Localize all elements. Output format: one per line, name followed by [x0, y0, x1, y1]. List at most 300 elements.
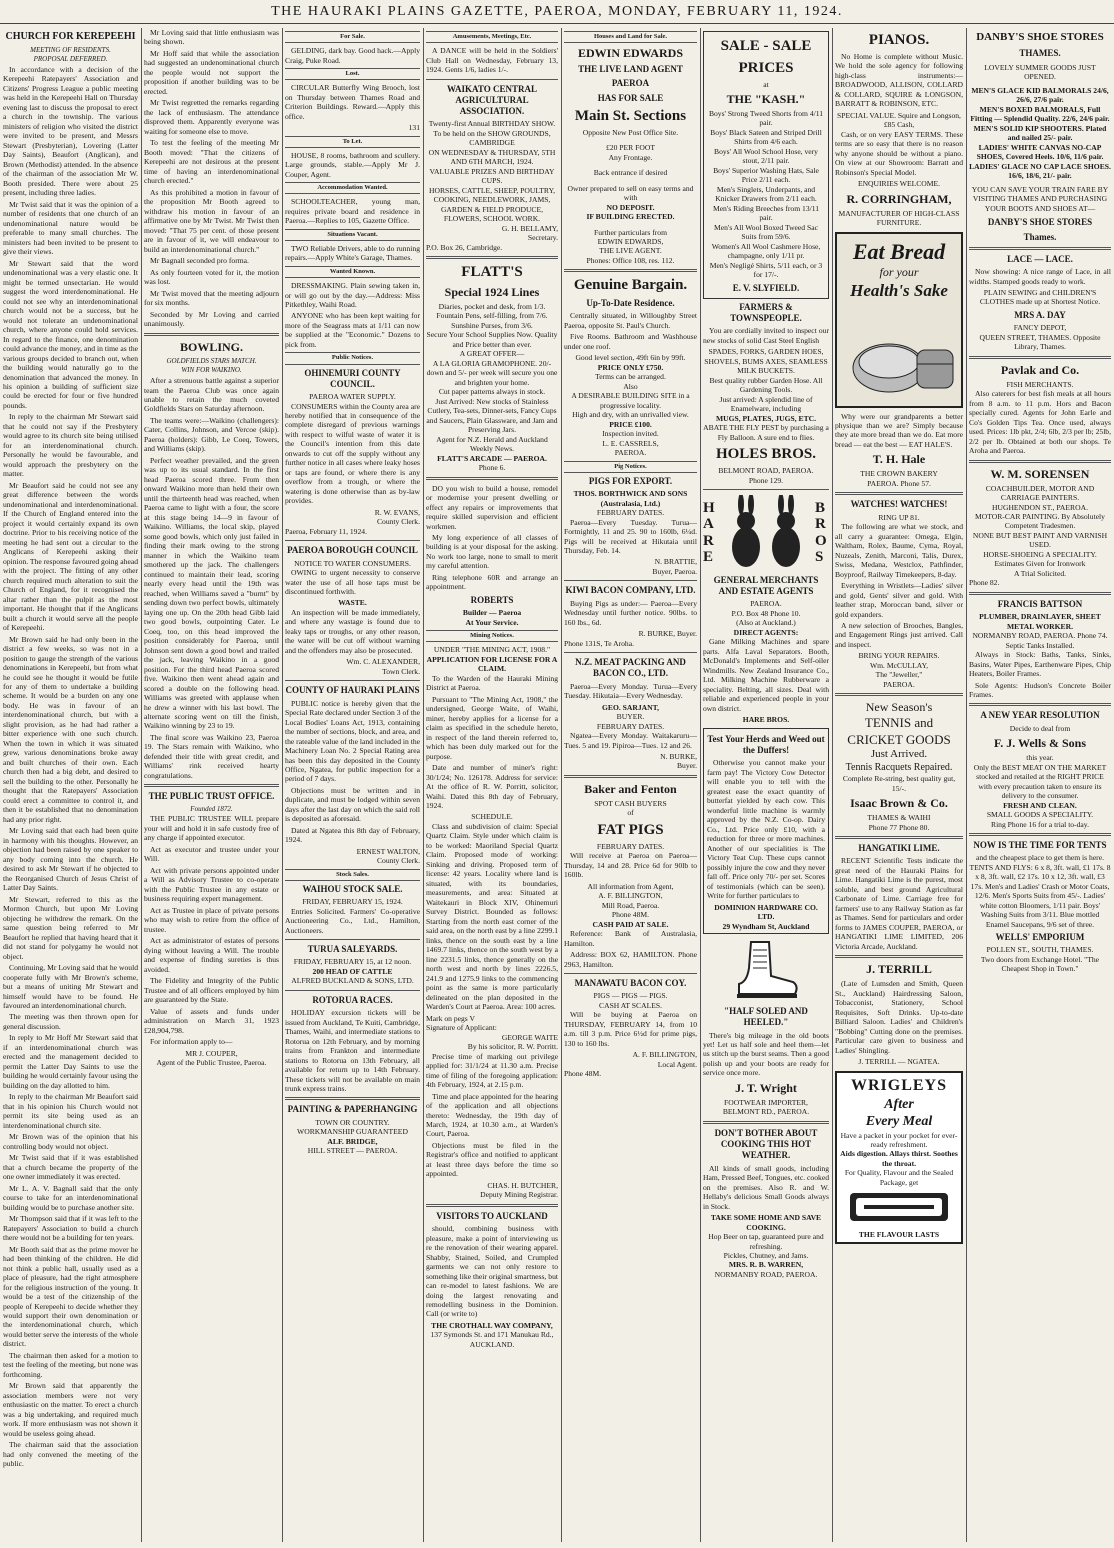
ad-subtitle: PIGS — PIGS — PIGS. [593, 991, 668, 1001]
paragraph: LADIES' WHITE CANVAS NO-CAP SHOES, Covered Heels. 10/6, 11/6 pair. [976, 142, 1104, 162]
ad-body: Otherwise you cannot make your farm pay! The Victory Cow Detector will enable you to tell with the greatest ease the exact quantity of butterfat yielded by each cow. This wonderful little machine is warmly approved by the N.Z. Co-op. Dairy Co., Ltd. Price only £10, with a reduction for three or more machines. Another of our specialities is The Victory Teat Cup. These cups cannot possibly injure the cow and they never fall off. Price only 70/- per set. Scores of testimonials (which can be seen). Write for further particulars to [707, 758, 825, 901]
ad-title: THE PUBLIC TRUST OFFICE. [148, 791, 275, 802]
ad-body: MOTOR-CAR PAINTING. By Absolutely Competent Tradesmen. [975, 511, 1105, 531]
paragraph: Mr Brown said that apparently the association members were not very enthusiastic on the matter. To erect a church was a big undertaking, and required much work. If more enthusiasm was not shown it would be useless going ahead. [3, 1381, 138, 1438]
article-subtitle: MEETING OF RESIDENTS. [30, 45, 111, 54]
ad-signature: DANBY'S SHOE STORES [987, 217, 1093, 228]
paragraph: The final score was Waikino 23, Paeroa 19. The Stars remain with Waikino, who defended their title with great credit, and Williams' rink received hearty congratulations. [144, 732, 279, 780]
ad-address: 29 Wyndham St, Auckland [722, 921, 810, 931]
ad-signature: A. F. BILLINGTON, [598, 891, 663, 901]
ad-body: Address: BOX 62, HAMILTON. Phone 2963, Hamilton. [564, 950, 697, 969]
section-header: Stock Sales. [285, 869, 420, 881]
ad-signature: A. F. BILLINGTON, [632, 1050, 697, 1060]
notice-signature: Wm. C. ALEXANDER, [346, 657, 420, 667]
ad-body: Owner prepared to sell on easy terms and with [567, 183, 694, 203]
ad-title: WAIKATO CENTRAL AGRICULTURAL ASSOCIATION. [447, 83, 537, 117]
classified: HOUSE, 8 rooms, bathroom and scullery. Large grounds, stable.—Apply Mr J. Couper, Agent. [285, 150, 420, 179]
ad-subtitle: FEBRUARY DATES. [596, 508, 665, 518]
ad-body: Entries Solicited. Farmers' Co-operative Auctioneering Co., Ltd., Hamilton, Auctioneers. [285, 906, 420, 935]
ad-subtitle: SPOT CASH BUYERS [594, 798, 667, 808]
ad-body: IF BUILDING ERECTED. [586, 212, 675, 222]
classified: DRESSMAKING. Plain sewing taken in, or will go out by the day.—Address: Miss Pitkethley, Waihi Road. [285, 281, 420, 309]
ad-body: Also caterers for best fish meals at all hours from 8 a.m. to 11 p.m. Hors and Bacon specially cured. Agents for John Earle and Co's Golden Tips Tea. Once used, always used. Prices: 1lb pkt, 2/4; 6lb, 2/3 per lb; 25lb, 2/2 per lb. Obtained at both our shops. Te Aroha and Paeroa. [969, 389, 1111, 456]
ad-body: Back entrance if desired [593, 168, 668, 178]
paragraph: Cut paper patterns always in stock. [438, 387, 546, 397]
ad-subtitle: Every Meal [865, 1114, 933, 1130]
ad-title: CRICKET GOODS [847, 731, 951, 747]
ad-body [426, 302, 558, 454]
classified: ANYONE who has been kept waiting for more of the Seagrass mats at 1/11 can now be supplied at the "Economic." Dozens to pick from. [285, 311, 420, 349]
notice-title: APPLICATION FOR LICENSE FOR A CLAIM. [426, 654, 558, 674]
divider [969, 460, 1111, 463]
ad-signature: R. BURKE, Buyer. [638, 629, 697, 639]
wrigleys-ad [835, 1071, 963, 1245]
notice-signature: County Clerk. [376, 856, 420, 866]
article-body [144, 376, 279, 780]
ad-phone: Phone 48M. [564, 1069, 602, 1079]
ad-title: TURUA SALEYARDS. [307, 944, 398, 955]
ad-signature: MR J. COUPER, [185, 1048, 238, 1058]
ad-body: Also [623, 381, 638, 391]
ad-body: Aids digestion. Allays thirst. Soothes the throat. [840, 1149, 958, 1168]
paragraph: As this prohibited a motion in favour of the proposition Mr Booth agreed to withdraw his motion in favour of an affirmative one by Mr Twist. Mr Twist then moved: "That 75 per cent. of those present are in favour of it, we will endeavour to build an interdenominational church." [144, 187, 279, 254]
paragraph: In reply to the chairman Mr Beaufort said that in his opinion his Church would not permit its site being used as an interdenominational church site. [3, 1092, 138, 1130]
paragraph: Value of assets and funds under administration on March 31, 1923 £28,904,798. [144, 1006, 279, 1035]
ad-body: Will receive at Paeroa on Paeroa—Thursday, 14 and 28. Price 6d for 90lb to 160lb. [564, 851, 697, 880]
notice-body: Objections must be filed in the Registrar's office and notified to applicant at least three days before the time so appointed. [426, 1140, 558, 1179]
ad-title: DON'T BOTHER ABOUT COOKING THIS HOT WEATHER. [714, 1127, 818, 1161]
paragraph: Diaries, pocket and desk, from 1/3. [438, 301, 546, 311]
paragraph: Boys' Superior Washing Hats, Sale Price 2/11 each. [713, 165, 819, 185]
ad-title: HANGATIKI LIME. [858, 843, 940, 854]
ad-subtitle: Builder — Paeroa [462, 608, 522, 618]
ad-subtitle: CASH AT SCALES. [599, 1000, 662, 1010]
ad-body: PRICE £100. [609, 419, 652, 429]
paragraph: The chairman then asked for a motion to test the feeling of the meeting, but none was forthcoming. [3, 1350, 138, 1379]
ad-subtitle: for your [879, 265, 919, 279]
ad-phone: Phone 48M. [611, 910, 650, 920]
divider [969, 833, 1111, 836]
ad-signature: T. H. Hale [872, 452, 926, 467]
ad-body: MUGS, PLATES, JUGS, ETC. [715, 413, 817, 423]
ad-body: HORSE-SHOEING A SPECIALITY. [983, 549, 1097, 559]
notice-body: Signature of Applicant: [426, 1023, 497, 1033]
ad-body: SPADES, FORKS, GARDEN HOES, SHOVELS, BUMS AXES, SEAMLESS MILK BUCKETS. [704, 347, 828, 376]
notice-body: Class and subdivision of claim: Special Quartz Claim. Style under which claim is to be worked: Maoriland Special Quartz Claim. Proposed mode of working: Sinking and driving. Proposed term of license: 42 years. Locality where land is situated, with its boundaries, measurements, and area: Situated at Waitekauri in Block XIV, Ohinemuri Survey District. Bounded as follows: Starting from the north east corner of the said area, on the north east by a line 2299.1 links, thence on the south east by a line 1469.7 links, thence on the south west by a line 2231.5 links, thence generally on the north west and north by lines 2226.5, 241.9 and 1275.9 links to the commencing point as the same is more particularly delineated on the plan deposited in the Warden's Court at Paeroa. Area: 100 acres. [426, 821, 558, 1012]
ad-body: and the cheapest place to get them is here. TENTS AND FLYS: 6 x 8, 3ft. wall, £1 17s. 8 x 8, 3ft. wall, £2 17s. 10 x 12, 3ft. wall, £3 17s. Men's and Ladies' Crash or Motor Coats, 12/6. Men's Sports Suits from 45/-. Ladies' white cotton Bloomers, 1/11 pair. Boys' Washing Suits from 3/11. Blue mottled Enamel Saucepans, 9/6 set of three. [969, 853, 1111, 929]
ad-phone: Phone 131S, Te Aroha. [564, 638, 634, 648]
ad-date: FRIDAY, FEBRUARY 15, 1924. [302, 897, 403, 907]
ad-signature: L. E. CASSRELS, [602, 438, 659, 448]
ad-subtitle: At Your Service. [465, 617, 519, 627]
section-header: Amusements, Meetings, Etc. [426, 31, 558, 43]
paragraph: Agent for N.Z. Herald and Auckland Weekly News. [436, 434, 548, 454]
paragraph: MEN'S GLACE KID BALMORALS 24/6, 26/6, 27/6 pair. [971, 85, 1109, 105]
divider [426, 256, 558, 259]
ad-body [969, 86, 1111, 181]
ad-signature: DOMINION HARDWARE CO. LTD. [714, 902, 818, 922]
ad-body: (Late of Lumsden and Smith, Queen St., Auckland) Hairdressing Saloon, Tobacconist, Stationery, School Requisites, Soft Drinks. Up-to-date Billiard Saloon. Ladies' and Children's "Bobbing" Cutting done on the premises. Particular care given to business and Ladies' Shingling. [835, 979, 963, 1055]
divider [144, 333, 279, 336]
ad-title: MANAWATU BACON COY. [574, 977, 687, 988]
ad-signature: GEO. SARJANT, [601, 702, 660, 712]
paragraph: THE PUBLIC TRUSTEE WILL prepare your will and hold it in safe custody free of any charge if appointed executor. [144, 814, 279, 843]
ad-signature: FLATT'S ARCADE — PAEROA. [437, 453, 547, 463]
ad-body: Reference: Bank of Australasia, Hamilton. [564, 929, 697, 948]
ad-address: BELMONT RD., PAEROA. [722, 1107, 810, 1117]
paragraph: Men's Negligé Shirts, 5/11 each, or 3 for 17/-. [709, 260, 823, 280]
paragraph: Sunshine Purses, from 3/6. [451, 320, 533, 330]
ad-body: A DESIRABLE BUILDING SITE in a progressive locality. [571, 391, 690, 410]
divider [564, 652, 697, 653]
ad-body: My long experience of all classes of building is at your disposal for the asking. No work too large, none to small to merit my careful attention. [426, 533, 558, 571]
ad-body: Paeroa—Every Monday. Turua—Every Tuesday. Hikutaia—Every Wednesday. [564, 681, 697, 701]
ad-body: Centrally situated, in Willoughby Street Paeroa, opposite St. Paul's Church. [564, 311, 697, 330]
ad-address: THAMES & WAIHI [867, 813, 931, 823]
ad-body: Pickles, Chutney, and Jams. [723, 1251, 809, 1260]
sale-ad [703, 31, 829, 299]
ad-body: ON WEDNESDAY & THURSDAY, 5TH AND 6TH MARCH, 1924. [428, 147, 556, 167]
ad-subtitle: Up-To-Date Residence. [586, 298, 675, 309]
section-header: Pig Notices. [564, 461, 697, 473]
ad-body: Any Frontage. [608, 152, 653, 162]
ad-signature: THE LIVE AGENT. [599, 246, 662, 256]
ad-body [707, 109, 825, 280]
divider [426, 1204, 558, 1207]
notice-subtitle: SCHEDULE. [471, 812, 513, 822]
divider [969, 703, 1111, 706]
paragraph: The Fidelity and Integrity of the Public Trustee and of all officers employed by him are guaranteed by the State. [144, 976, 279, 1005]
ad-signature: HOLES BROS. [715, 446, 817, 463]
paragraph: Mr Twist regretted the remarks regarding the lack of enthusiasm. The attendance disproved them. Apparently everyone was waiting for someone else to move. [144, 98, 279, 136]
ad-signature: PAEROA. [614, 448, 647, 458]
ad-body: PRICE ONLY £750. [597, 362, 664, 372]
divider [285, 540, 420, 541]
ad-title: SALE - SALE [720, 38, 812, 54]
paragraph: Secure Your School Supplies Now. Quality and Price better than ever. [426, 330, 558, 349]
notice-body: OWING to urgent necessity to conserve water the use of all hose taps must be discontinued forthwith. [285, 568, 420, 596]
ad-subtitle: THE "KASH." [726, 91, 806, 106]
ad-subtitle: Just Arrived. [870, 747, 928, 760]
notice-date: Paeroa, February 11, 1924. [285, 526, 367, 536]
column-classifieds [282, 28, 423, 1542]
ad-subtitle: MANUFACTURER OF HIGH-CLASS FURNITURE. [838, 208, 960, 228]
ad-address: HILL STREET — PAEROA. [307, 1146, 398, 1156]
bros-word: BROS [815, 499, 827, 566]
ad-title: W. M. SORENSEN [990, 466, 1090, 481]
ad-body: CASH PAID AT SALE. [592, 919, 669, 929]
paragraph: Mr Brown said he had only been in the district a few weeks, so was not in a position to gauge the strength of the various denominations in Kerepeehi, but from what he could see he thought it would be futile for any of them to undertake a building scheme. It would be a burden on any one body. He was in favour of an interdenominational church, but with a slight provision, as he had had rather a bitter experience with one such church. When the town in which it was situated grew, various denominations broke away and built churches of their own. Each church then had a big debt, and desired to sell the building to the other. Personally he thought that the Ratepayers' Association could erect a committee to control it, and then it be established that no denomination had any prior right. [3, 634, 138, 824]
paragraph: In accordance with a decision of the Kerepeehi Ratepayers' Association and Citizens' Progress League a public meeting was held in the Kerepeehi Hall on Thursday evening last to discuss the proposal to erect a church in the township. The various ministers of religion who visited the district were invited to be present, and Messrs Stewart (Presbyterian), Lovering (Latter Day Saints), Beaufort (Anglican), and Brown (Methodist) attended. In the absence of the chairman of the association Mr W. Booth presided. There were about 25 present, including three ladies. [3, 65, 138, 198]
ad-signature: PAEROA. [883, 679, 915, 689]
ad-signature: HARE BROS. [742, 715, 790, 725]
ad-signature: WELLS' EMPORIUM [995, 932, 1085, 943]
paragraph: Just Arrived: New stocks of Stainless Cutlery, Tea-sets, Dinner-sets, Fancy Cups and Saucers, Plain Glassware, and Jam and Preserving Jars. [426, 396, 558, 435]
ad-signature: EDWIN EDWARDS, [597, 236, 664, 246]
ad-address: POLLEN ST., SOUTH, THAMES. [986, 945, 1094, 955]
ad-title: VISITORS TO AUCKLAND [436, 1210, 548, 1221]
ad-subtitle: of [627, 808, 634, 818]
ad-signature: G. H. BELLAMY, [501, 223, 558, 233]
ad-body: DIRECT AGENTS: [733, 627, 799, 637]
wrigleys-logo: WRIGLEYS [850, 1076, 948, 1094]
paragraph: To test the feeling of the meeting Mr Booth moved: "That the citizens of Kerepeehi are not desirous at the present time of having an interdenominational church erected." [144, 138, 279, 186]
ad-body: WORKMANSHIP GUARANTEED [297, 1127, 408, 1137]
article-subtitle: GOLDFIELDS STARS MATCH. [166, 356, 257, 365]
ad-title: FRANCIS BATTSON [997, 598, 1083, 609]
notice-title: PAEROA BOROUGH COUNCIL [287, 545, 418, 556]
ad-title: New Season's [865, 700, 933, 715]
paragraph: A LA GLORIA GRAMOPHONE. 20/- down and 5/- per week will secure you one and brighten your home. [426, 358, 558, 387]
ad-body: YOU CAN SAVE YOUR TRAIN FARE BY VISITING THAMES AND PURCHASING YOUR BOOTS AND SHOES AT— [971, 184, 1109, 213]
ad-signature: Buyer, Paeroa. [652, 566, 697, 576]
divider [426, 79, 558, 80]
divider [835, 693, 963, 696]
ad-title: Eat Bread [852, 238, 946, 264]
paragraph: Mr Twist said that it was the opinion of a number of residents that one church of an undenominational nature would be preferable to many small churches. The ministers had been invited to be present to give their views. [3, 199, 138, 257]
ad-subtitle: Special 1924 Lines [444, 284, 540, 299]
paragraph: Act as executor and trustee under your Will. [144, 844, 279, 864]
ad-body: Always in Stock: Baths, Tanks, Sinks, Basins, Water Pipes, Earthenware Pipes, Chip Heaters, Boiler Frames. [969, 650, 1111, 679]
classified: SCHOOLTEACHER, young man, requires private board and residence in Paeroa.—Replies to 105, Gazette Office. [285, 197, 420, 226]
ad-body: A new selection of Brooches, Bangles, and Engagement Rings just arrived. Call and inspect. [835, 620, 963, 649]
ad-headline: Main St. Sections [574, 107, 687, 124]
ad-title: FARMERS & TOWNSPEOPLE. [730, 301, 802, 324]
section-header: For Sale. [285, 31, 420, 43]
ad-body: Ring telephone 60R and arrange an appointment. [426, 572, 558, 592]
ad-signature: J. TERRILL — NGATEA. [858, 1057, 940, 1067]
bread-illustration [843, 312, 963, 402]
ad-subtitle: THOS. BORTHWICK AND SONS (Australasia, Ltd.) [573, 489, 688, 508]
hare-bros-logo [703, 494, 829, 572]
ad-body: (Also at Auckland.) [736, 618, 796, 628]
notice-body: CONSUMERS within the County area are hereby notified that in consequence of the complete disregard of previous warnings with respect to wilful waste of water it is the Council's intention from this date onwards to cut off the supply without any further notice in all cases where leaky hoses or taps are found, or where there is any overflow from a trough, or where the watering is done otherwise than as by-law provides. [285, 401, 420, 506]
paragraph: Mr Stewart said that the word undenominational was a very elastic one. It might be termed unsectarian. He would suggest the word interdenominational. He could not see why an interdenominational church would not be a success, but he would not tolerate an undenominational church, where anyone could hold services. In regard to the finance, one denomination could advance the money, and in time as the various groups decided to branch out, when the building would naturally go to the denomination that advanced the money. In his opinion a building of sufficient size could be erected for four or five hundred pounds. [3, 258, 138, 410]
ad-title: A NEW YEAR RESOLUTION [980, 710, 1100, 721]
paragraph: The teams were:—Waikino (challengers): Cater, Collins, Johnson, and Vercoe (skip). Paeroa (holders): Gibb, Le Coeq, Towers, and Williams (skip). [144, 415, 279, 454]
ad-body [144, 814, 279, 1046]
ad-subtitle: Twenty-first Annual BIRTHDAY SHOW. [428, 119, 556, 129]
ad-subtitle: RING UP 81. [878, 512, 920, 522]
paragraph: Mr Beaufort said he could not see any great difference between the words undenominational and interdenominational. If the Church of England entered into the project it would certainly expand its own doctrine. Prior to his receiving notice of the meeting he had sent out a circular to the Anglicans of Kerepeehi asking their opinion. The response favoured going ahead with the project. The fitting of any other church required much alteration to suit the Church of England, for it recognised the altar rather than the pulpit as the most important. He thought that if the Anglicans built a church it would serve all the people of Kerepeehi. [3, 480, 138, 633]
ad-body: SPECIAL VALUE. Squire and Longson, £85 Cash, [837, 110, 961, 130]
ad-address: QUEEN STREET, THAMES. Opposite Library, Thames. [979, 332, 1101, 352]
ad-body: Gane Milking Machines and spare parts. Alfa Laval Separators. Booth, McDonald's Implements and Self-oiler Windmills. New Zealand Insurance Co., Ltd. Milking Machine Rubberware a speciality. Belting, all sizes. Deal with reliable and experienced people in your own district. [703, 637, 829, 713]
ad-title: Baker and Fenton [584, 781, 677, 796]
divider [285, 939, 420, 940]
ad-body: FRESH AND CLEAN. [1003, 800, 1077, 810]
ad-body: High and dry, with an unrivalled view. [572, 410, 689, 420]
divider [835, 955, 963, 958]
ad-body: should, combining business with pleasure, make a point of interviewing us re the renovation of their wearing apparel. Shabby, Stained, Soiled, and Crumpled garments we can not only restore to something like their original smartness, but can re-model to latest fashions. We are doing the largest renovating and remodelling business in the Dominion. Call (or write to) [426, 1224, 558, 1319]
divider [969, 356, 1111, 359]
paragraph: Mr Twist moved that the meeting adjourn for six months. [144, 288, 279, 308]
paragraph: Act as administrator of estates of persons dying without leaving a Will. The trouble and expense of finding sureties is thus avoided. [144, 936, 279, 974]
ad-body: Everything in Wristlets—Ladies' silver and gold, Gents' silver and gold. With leather strap, Moroccan band, silver or gold expanders. [835, 581, 963, 619]
ad-title: WAIHOU STOCK SALE. [302, 883, 403, 894]
paragraph: Women's All Wool Cashmere Hose, champagne, only 1/11 pr. [711, 241, 821, 261]
ad-body: VALUABLE PRIZES AND BIRTHDAY CUPS. [429, 166, 555, 186]
ad-title: TENNIS and [864, 715, 934, 731]
ad-body: Complete Re-string, best quality gut, 15/-. [842, 774, 956, 793]
divider [285, 990, 420, 991]
ad-phone: Phone 6. [478, 463, 506, 473]
column-church [0, 28, 141, 1542]
ad-body: LOVELY SUMMER GOODS JUST OPENED. [984, 63, 1096, 82]
ad-subtitle: FOOTWEAR IMPORTER, [724, 1097, 808, 1107]
section-header: Houses and Land for Sale. [564, 31, 697, 43]
paragraph: Boys' Black Sateen and Striped Drill Shirts from 4/6 each. [710, 127, 822, 147]
divider [426, 477, 558, 480]
ad-body: Only the BEST MEAT ON THE MARKET stocked and retailed at the RIGHT PRICE with every precaution taken to ensure its delivery to the consumer. [973, 762, 1107, 801]
ad-address: Mill Road, Paeroa. [601, 900, 660, 910]
notice-signature: Town Clerk. [382, 666, 420, 676]
ad-signature: Agent of the Public Trustee, Paeroa. [156, 1058, 267, 1067]
eat-bread-ad [835, 232, 963, 408]
paragraph: Men's Singlets, Underpants, and Knicker Drawers from 2/11 each. [715, 184, 817, 204]
ad-signature: The "Jeweller," [875, 670, 923, 680]
ad-body: Hop Beer on tap, guaranteed pure and refreshing. [708, 1232, 824, 1251]
ad-address: NORMANBY ROAD, PAEROA. [714, 1269, 818, 1279]
notice-body: Time and place appointed for the hearing of the application and all objections thereto: Wednesday, the 19th day of March, 1924, at 10.30 a.m., at Warden's Court, Paeroa. [426, 1091, 558, 1139]
ad-body: Ngatea—Every Monday. Waitakaruru—Tues. 5 and 19. Pipiroa—Tues. 12 and 26. [564, 731, 697, 750]
paragraph: MEN'S SOLID KIP SHOOTERS. Plated and nailed 25/- pair. [973, 123, 1107, 143]
ad-title: N.Z. MEAT PACKING AND BACON CO., LTD. [575, 657, 686, 679]
ad-body: Best quality rubber Garden Hose. All Gardening Tools. [709, 375, 823, 395]
divider [285, 680, 420, 681]
ad-subtitle: THE CROWN BAKERY [860, 469, 938, 479]
ad-address: 137 Symonds St. and 171 Manukau Rd., AUCKLAND. [430, 1330, 554, 1349]
ad-body: For Quality, Flavour and the Sealed Package, get [844, 1168, 954, 1187]
ad-body: Good level section, 49ft 6in by 99ft. [575, 353, 686, 363]
ad-body: ABATE THE FLY PEST by purchasing a Fly Balloon. A sure end to flies. [703, 423, 829, 442]
ad-body: DO you wish to build a house, remodel or modernise your present dwelling or effect any repairs or improvements that require skilled supervision and efficient workmen. [426, 483, 558, 531]
column-danby [966, 28, 1114, 1542]
ad-title: NOW IS THE TIME FOR TENTS [973, 840, 1107, 851]
paragraph: Fountain Pens, self-filling, from 7/6. [436, 311, 548, 321]
ad-subtitle: PAEROA. [750, 599, 782, 609]
ad-body: No Home is complete without Music. We hold the sole agency for following high-class instruments:— BROADWOOD, ALLISON, COLLARD & COLLARD, SQUIRE & LONGSON, BARRATT & ROBINSON, ETC. [835, 51, 963, 109]
notice-title: OHINEMURI COUNTY COUNCIL. [304, 367, 401, 389]
ad-subtitle: PLUMBER, DRAINLAYER, SHEET METAL WORKER. [979, 612, 1101, 631]
ad-body: BRING YOUR REPAIRS. [858, 651, 940, 661]
ad-title: FLATT'S [461, 264, 523, 281]
section-header: To Let. [285, 136, 420, 148]
notice-signature: CHAS. H. BUTCHER, [487, 1180, 558, 1190]
ad-body: SMALL GOODS A SPECIALITY. [986, 810, 1094, 820]
ad-signature: E. V. SLYFIELD. [732, 282, 800, 293]
section-header: Lost. [285, 68, 420, 80]
ad-body: Will be buying at Paeroa on THURSDAY, FEBRUARY 14, from 10 a.m. till 3 p.m. Price 6½d for prime pigs, 130 to 160 lbs. [564, 1010, 697, 1048]
ad-address: HUGHENDON ST., PAEROA. [992, 502, 1088, 512]
ad-body: Ring Phone 16 for a trial to-day. [991, 819, 1089, 829]
paragraph: The chairman said that the association had only convened the meeting of the public. [3, 1440, 138, 1469]
notice-body: Mark on pegs V [426, 1013, 476, 1023]
paragraph: Mr Loving said that each had been quite in harmony with his thoughts. However, an objection had been raised by one speaker to any body coming into the church. He desired to ask Mr Stewart if he objected to the Reorganised Church of Jesus Christ of Latter Day Saints. [3, 826, 138, 893]
ad-subtitle: TOWN OR COUNTRY. [315, 1117, 390, 1127]
ad-phone: Phones: Office 108, res. 112. [586, 255, 675, 265]
ad-subtitle: HAS FOR SALE [597, 92, 664, 103]
paragraph: Mr L. A. V. Bagnall said that the only course to take for an interdenominational building would be to purchase another site. [3, 1183, 138, 1212]
ad-headline: FAT PIGS [597, 821, 664, 838]
ad-body: Just arrived: A splendid line of Enamelware, including [719, 394, 813, 414]
ad-body: 200 HEAD OF CATTLE [312, 966, 393, 976]
boot-illustration [703, 938, 829, 1002]
ad-body: A Trial Solicited. [1013, 568, 1067, 578]
notice-body: PUBLIC notice is hereby given that the Special Rate declared under Section 3 of the Local Bodies' Loans Act, 1913, containing the number of sections, block, and area, and the rateable value of the land included in the Machinery Loan No. 2 Special Rating area has been this day deposited in the County Office, Ngatea, for public inspection for a period of 7 days. [285, 698, 420, 784]
divider [835, 836, 963, 839]
ad-body: Tennis Racquets Repaired. [845, 761, 953, 773]
ad-body: Inspection invited. [602, 429, 659, 439]
ad-body: this year. [1026, 753, 1054, 763]
ad-body: Now showing: A nice range of Lace, in all widths. Stamped goods ready to work. [969, 267, 1111, 286]
section-header: Public Notices. [285, 352, 420, 364]
ad-phone: Phone 129. [748, 475, 784, 485]
ad-signature: Wm. McCULLAY, [869, 660, 928, 670]
ad-subtitle: PRICES [738, 59, 794, 76]
paragraph: Seconded by Mr Loving and carried unanimously. [144, 309, 279, 329]
cow-detector-ad [703, 728, 829, 934]
paragraph: Mr Hoff said that while the association had suggested an undenominational church the people would not support the proposition if another building was to be erected. [144, 48, 279, 96]
article-title: BOWLING. [179, 339, 243, 354]
ad-subtitle: Health's Sake [850, 281, 948, 300]
article-body [144, 28, 279, 329]
ad-phone: Phone 82. [969, 578, 1000, 588]
ad-signature: F. J. Wells & Sons [993, 736, 1087, 751]
paragraph: For information apply to— [150, 1037, 233, 1047]
divider [564, 775, 697, 778]
ad-title: WATCHES! WATCHES! [850, 499, 948, 510]
paragraph: Perfect weather prevailed, and the green was up to its usual standard. In the first head Paeroa scored three. From then onward Waikino more than held their own until the thirteenth head was reached, when Paeroa came to light with a four, the score at this stage being 14—9 in favour of Waikino. Williams, the local skip, played some good bowls, which only just failed in finding their mark owing to the strong manner in which the Waikino team smothered up the jack. The challengers continued to maintain their lead, scoring nearly every head until the 19th was reached, when Williams saved a "burnt" by sending down two perfect bowls, ultimately laying one up. On the 20th head Gibb laid two good bowls, outpointing Cater. Le Coeq, too, on this head improved the position considerably for Paeroa, until Johnson sent down a good bowl and trailed the jack, leaving Waikino in a good position. For the third head Paeroa scored five. Waikino then went ahead again and scored a double on the following head. Williams was greeted with applause when he drew a winner with his last bowl. The alternate scoring went on till the finish, Waikino winning by 23 to 19. [144, 455, 279, 731]
notice-signature: ERNEST WALTON, [356, 846, 420, 856]
ad-body: Septic Tanks Installed. [1005, 640, 1075, 650]
ad-body: Decide to deal from [1009, 723, 1071, 733]
masthead: THE HAURAKI PLAINS GAZETTE, PAEROA, MONDAY, FEBRUARY 11, 1924. [0, 0, 1114, 24]
divider [835, 492, 963, 495]
ad-body: RECENT Scientific Tests indicate the great need of the Hauraki Plains for Lime. Hangatiki Lime is the purest, most soluble, and best ground Agricultural Carbonate of Lime. Carriage free for farmers' use to any Railway Station as far as Thames. Send for particulars and order forms to JAMES COUPER, PAEROA, or HANGATIKI LIME LIMITED, 206 Victoria Arcade, Auckland. [835, 856, 963, 951]
notice-subtitle: UNDER "THE MINING ACT, 1908." [433, 645, 551, 655]
notice-signature: County Clerk. [376, 517, 420, 527]
hares-illustration [718, 495, 814, 571]
paragraph: Men's Riding Breeches from 13/11 pair. [712, 203, 820, 223]
paragraph: Mr Stewart, referred to this as the Mormon Church, but upon Mr Loving objecting he withdrew the remark. On the same question being referred to Mr Beaufort he replied that having heard that it did not stand for polygamy he would not object. [3, 894, 138, 961]
ad-body: To be held on the SHOW GROUNDS, CAMBRIDGE [433, 128, 551, 148]
ad-title: KIWI BACON COMPANY, LTD. [565, 585, 696, 596]
ad-title: LACE — LACE. [1007, 253, 1073, 264]
ad-body: Two doors from Exchange Hotel. "The Cheapest Shop in Town." [980, 954, 1100, 974]
ad-subtitle: THAMES. [1019, 47, 1061, 58]
ad-body: Further particulars from [594, 227, 667, 237]
section-header: Accommodation Wanted. [285, 182, 420, 194]
ad-subtitle: PAEROA [611, 78, 650, 89]
divider [564, 269, 697, 272]
ad-signature: Thames. [1023, 231, 1057, 242]
ad-signature: Secretary. [527, 233, 558, 243]
ad-body: Paeroa—Every Tuesday. Turua—Fortnightly, 11 and 25. 90 to 160lb, 6¼d. Pigs will be received at Hikutaia until Thursday, Feb. 14. [564, 517, 697, 555]
ad-signature: THE CROTHALL WAY COMPANY, [431, 1320, 553, 1330]
notice-subtitle: PAEROA WATER SUPPLY. [309, 392, 396, 402]
paragraph: In reply to Mr Hoff Mr Stewart said that if an interdenominational church was erected and the management decided to permit the Latter Day Saints to use the building he would certainly favour using the building on the day allotted to him. [3, 1033, 138, 1090]
ad-address: P.O. Box 26, Cambridge. [426, 242, 503, 252]
section-header: Wanted Known. [285, 266, 420, 278]
paragraph: Mr Brown was of the opinion that his controlling body would not object. [3, 1132, 138, 1151]
ad-title: ROBERTS [470, 594, 514, 605]
classified-number: 131 [408, 123, 420, 133]
ad-title: DANBY'S SHOE STORES [976, 31, 1104, 43]
ad-subtitle: COACHBUILDER, MOTOR AND CARRIAGE PAINTERS. [985, 483, 1095, 503]
divider [285, 1097, 420, 1100]
ad-subtitle: FEBRUARY DATES. [596, 841, 665, 851]
